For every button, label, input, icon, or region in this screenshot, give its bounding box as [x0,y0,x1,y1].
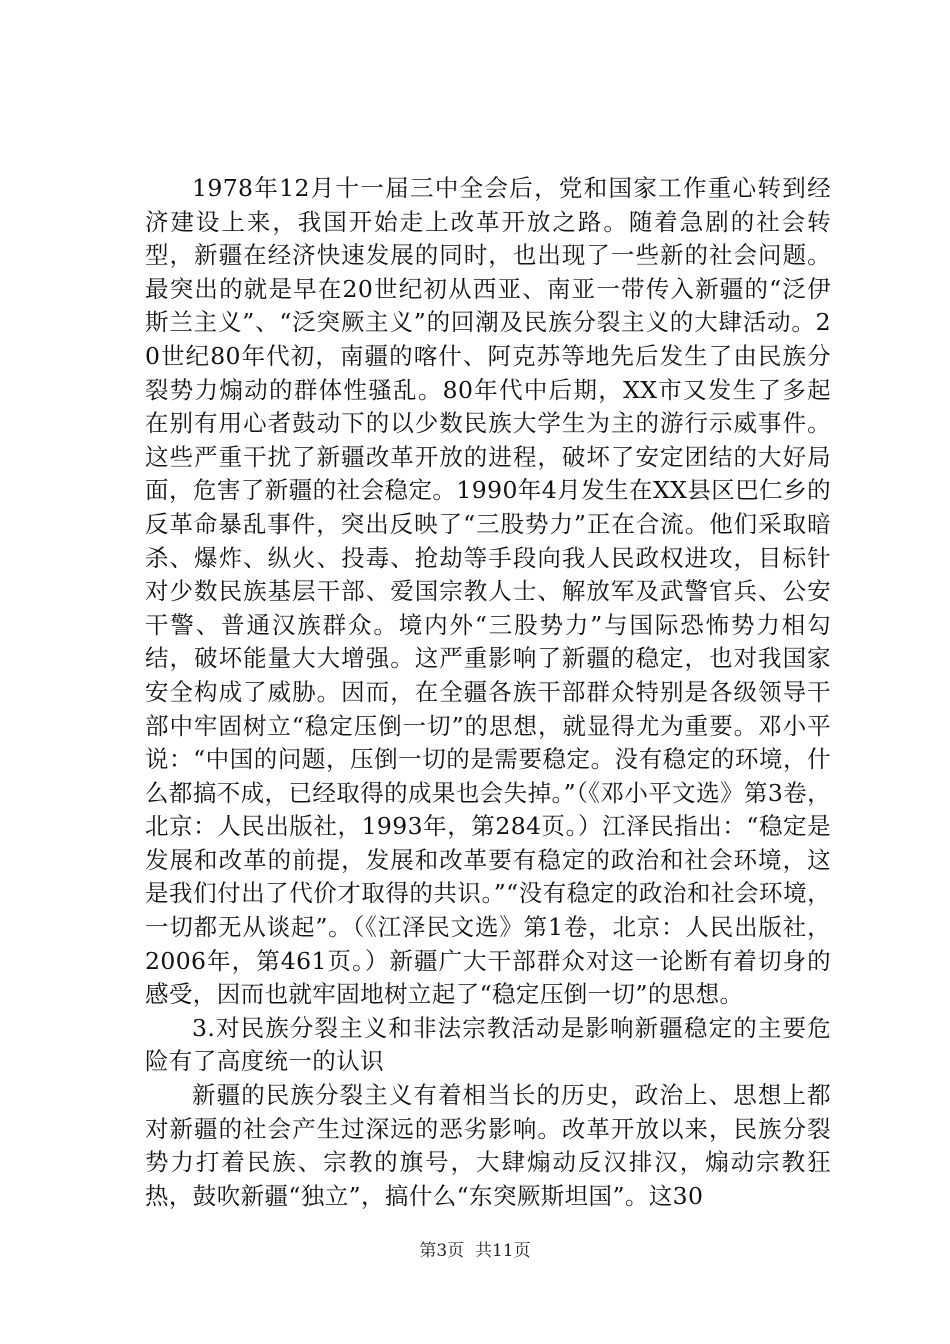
section-heading-3: 3.对民族分裂主义和非法宗教活动是影响新疆稳定的主要危险有了高度统一的认识 [145,1013,831,1076]
page-footer: 第3页 共11页 [419,1241,531,1261]
paragraph-stability-history: 1978年12月十一届三中全会后，党和国家工作重心转到经济建设上来，我国开始走上改革开放之路。随着急剧的社会转型，新疆在经济快速发展的同时，也出现了一些新的社会问题。最突出的就是早在20世纪初从西亚、南亚一带传入新疆的“泛伊斯兰主义”、“泛突厥主义”的回潮及民族分裂主义的大肆活动。20世纪80年代初，南疆的喀什、阿克苏等地先后发生了由民族分裂势力煽动的群体性骚乱。80年代中后期，XX市又发生了多起在别有用心者鼓动下的以少数民族大学生为主的游行示威事件。这些严重干扰了新疆改革开放的进程，破坏了安定团结的大好局面，危害了新疆的社会稳定。1990年4月发生在XX县区巴仁乡的反革命暴乱事件，突出反映了“三股势力”正在合流。他们采取暗杀、爆炸、纵火、投毒、抢劫等手段向我人民政权进攻，目标针对少数民族基层干部、爱国宗教人士、解放军及武警官兵、公安干警、普通汉族群众。境内外“三股势力”与国际恐怖势力相勾结，破坏能量大大增强。这严重影响了新疆的稳定，也对我国家安全构成了威胁。因而，在全疆各族干部群众特别是各级领导干部中牢固树立“稳定压倒一切”的思想，就显得尤为重要。邓小平说：“中国的问题，压倒一切的是需要稳定。没有稳定的环境，什么都搞不成，已经取得的成果也会失掉。”（《邓小平文选》第3卷，北京：人民出版社，1993年，第284页。）江泽民指出：“稳定是发展和改革的前提，发展和改革要有稳定的政治和社会环境，这是我们付出了代价才取得的共识。”“没有稳定的政治和社会环境，一切都无从谈起”。（《江泽民文选》第1卷，北京：人民出版社，2006年，第461页。）新疆广大干部群众对这一论断有着切身的感受，因而也就牢固地树立起了“稳定压倒一切”的思想。 [145,174,831,1009]
body-text [145,172,831,1213]
paragraph-separatism: 新疆的民族分裂主义有着相当长的历史，政治上、思想上都对新疆的社会产生过深远的恶劣影响。改革开放以来，民族分裂势力打着民族、宗教的旗号，大肆煽动反汉排汉，煽动宗教狂热，鼓吹新疆“独立”，搞什么“东突厥斯坦国”。这30 [145,1081,831,1210]
